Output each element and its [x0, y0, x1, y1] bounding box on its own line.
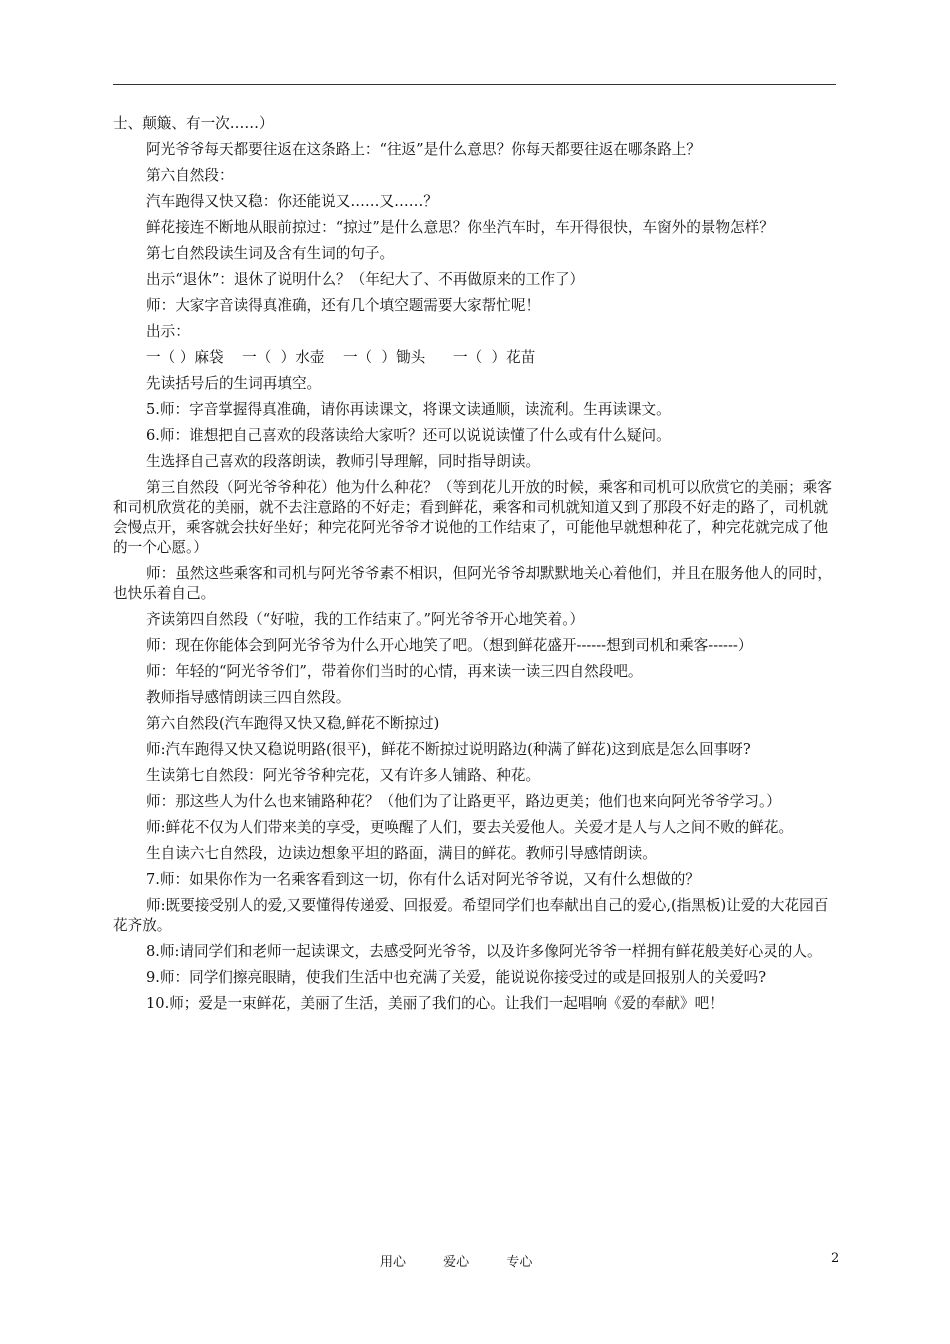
paragraph: 汽车跑得又快又稳：你还能说又……又……？ — [146, 193, 438, 210]
paragraph: 8.师:请同学们和老师一起读课文，去感受阿光爷爷，以及许多像阿光爷爷一样拥有鲜花般美好心灵的人。 — [146, 943, 822, 960]
paragraph: 9.师：同学们擦亮眼睛，使我们生活中也充满了关爱，能说说你接受过的或是回报别人的关爱吗? — [146, 969, 767, 986]
paragraph: 鲜花接连不断地从眼前掠过：“掠过”是什么意思？你坐汽车时，车开得很快，车窗外的景物怎样？ — [146, 219, 774, 236]
page-number: 2 — [831, 1251, 840, 1266]
paragraph: 师：那这些人为什么也来铺路种花？（他们为了让路更平，路边更美；他们也来向阿光爷爷学习。） — [146, 793, 781, 810]
paragraph: 5.师：字音掌握得真准确，请你再读课文，将课文读通顺，读流利。生再读课文。 — [146, 401, 671, 418]
paragraph: 第三自然段（阿光爷爷种花）他为什么种花？（等到花儿开放的时候，乘客和司机可以欣赏它的美丽；乘客和司机欣赏花的美丽，就不去注意路的不好走；看到鲜花，乘客和司机就知道又到了那段不好走的路了，司机就会慢点开，乘客就会扶好坐好；种完花阿光爷爷才说他的工作结束了，可能他早就想种花了，种完花就完成了他的一个心愿。） — [113, 479, 832, 556]
paragraph: 生读第七自然段：阿光爷爷种完花，又有许多人铺路、种花。 — [146, 767, 541, 784]
paragraph: 师：年轻的“阿光爷爷们”，带着你们当时的心情，再来读一读三四自然段吧。 — [146, 663, 643, 680]
paragraph: 第七自然段读生词及含有生词的句子。 — [146, 245, 395, 262]
paragraph: 出示： — [146, 323, 190, 340]
paragraph: 7.师：如果你作为一名乘客看到这一切，你有什么话对阿光爷爷说，又有什么想做的？ — [146, 871, 700, 888]
paragraph: 士、颠簸、有一次……） — [113, 115, 274, 132]
paragraph: 阿光爷爷每天都要往返在这条路上：“往返”是什么意思？你每天都要往返在哪条路上？ — [146, 141, 701, 158]
paragraph: 一（ ）麻袋 一（ ）水壶 一（ ）锄头 一（ ）花苗 — [146, 349, 536, 366]
paragraph: 齐读第四自然段（“好啦，我的工作结束了。”阿光爷爷开心地笑着。） — [146, 611, 585, 628]
paragraph: 生选择自己喜欢的段落朗读，教师引导理解，同时指导朗读。 — [146, 453, 541, 470]
paragraph: 生自读六七自然段，边读边想象平坦的路面，满目的鲜花。教师引导感情朗读。 — [146, 845, 657, 862]
paragraph: 第六自然段： — [146, 167, 234, 184]
footer-motto — [380, 1251, 565, 1270]
header-rule — [113, 84, 836, 85]
paragraph: 出示“退休”：退休了说明什么？（年纪大了、不再做原来的工作了） — [146, 271, 585, 288]
paragraph: 师:汽车跑得又快又稳说明路(很平)，鲜花不断掠过说明路边(种满了鲜花)这到底是怎么回事呀? — [146, 741, 751, 758]
footer-motto-1: 用心 — [380, 1255, 407, 1270]
paragraph: 10.师；爱是一束鲜花，美丽了生活，美丽了我们的心。让我们一起唱响《爱的奉献》吧！ — [146, 995, 724, 1012]
paragraph: 师:鲜花不仅为人们带来美的享受，更唤醒了人们，要去关爱他人。关爱才是人与人之间不败的鲜花。 — [146, 819, 794, 836]
paragraph: 教师指导感情朗读三四自然段。 — [146, 689, 351, 706]
document-body — [113, 114, 838, 1020]
paragraph: 师：大家字音读得真准确，还有几个填空题需要大家帮忙呢！ — [146, 297, 541, 314]
paragraph: 师：现在你能体会到阿光爷爷为什么开心地笑了吧。（想到鲜花盛开------想到司机和乘客------） — [146, 637, 753, 654]
footer-motto-2: 爱心 — [443, 1255, 470, 1270]
paragraph: 先读括号后的生词再填空。 — [146, 375, 322, 392]
paragraph: 第六自然段(汽车跑得又快又稳,鲜花不断掠过) — [146, 715, 440, 732]
paragraph: 师:既要接受别人的爱,又要懂得传递爱、回报爱。希望同学们也奉献出自己的爱心,(指黑板)让爱的大花园百花齐放。 — [113, 897, 829, 934]
footer-motto-3: 专心 — [506, 1255, 533, 1270]
paragraph: 6.师：谁想把自己喜欢的段落读给大家听？还可以说说读懂了什么或有什么疑问。 — [146, 427, 671, 444]
paragraph: 师：虽然这些乘客和司机与阿光爷爷素不相识，但阿光爷爷却默默地关心着他们，并且在服务他人的同时，也快乐着自己。 — [113, 565, 832, 602]
